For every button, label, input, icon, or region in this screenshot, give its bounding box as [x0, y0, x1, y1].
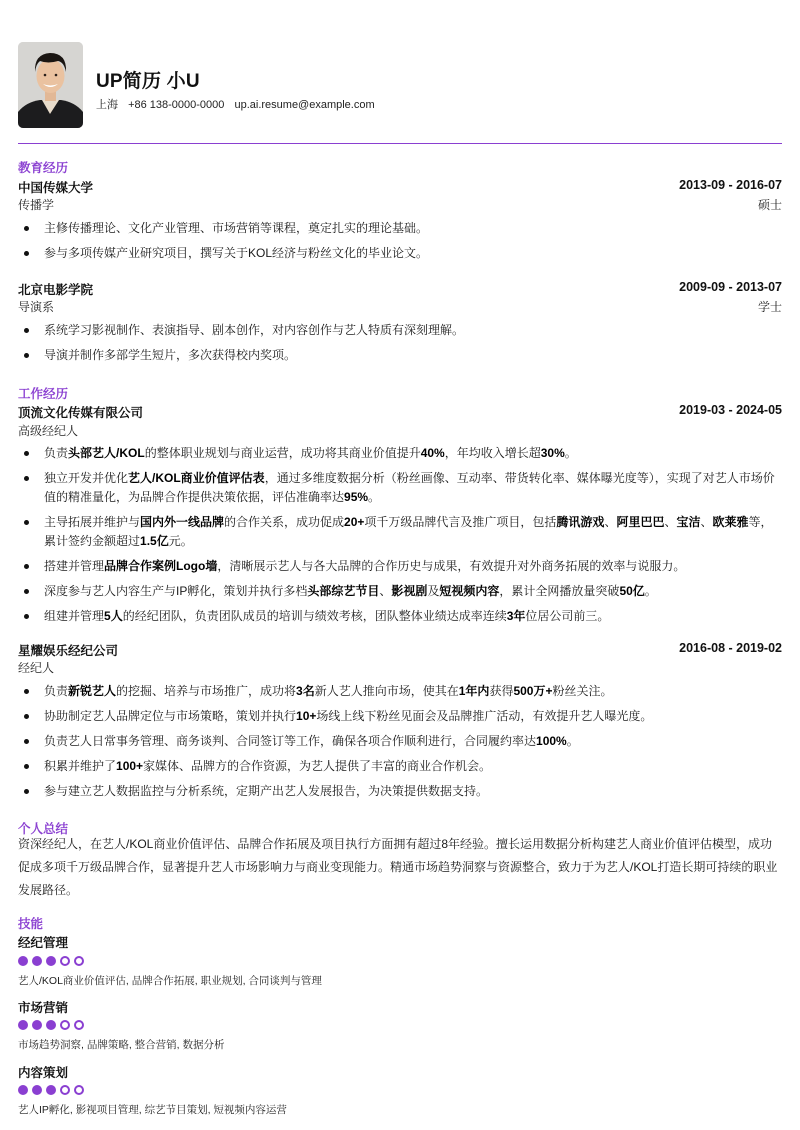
company-name: 顶流文化传媒有限公司	[18, 406, 144, 420]
skill-name: 经纪管理	[18, 936, 69, 950]
summary-text: 资深经纪人，在艺人/KOL商业价值评估、品牌合作拓展及项目执行方面拥有超过8年经验。擅长运用数据分析构建艺人商业价值评估模型，成功促成多项千万级品牌合作，显著提升艺人市场影响力与商业变现能力。精通市场趋势洞察与资源整合，致力于为艺人/KOL打造长期可持续的职业发展路径。	[18, 837, 778, 897]
contact-info	[96, 96, 382, 112]
major: 导演系	[18, 300, 55, 314]
major: 传播学	[18, 198, 55, 212]
list-item: 负责新锐艺人的挖掘、培养与市场推广，成功将3名新人艺人推向市场，使其在1年内获得500万+粉丝关注。	[18, 682, 782, 701]
list-item: 系统学习影视制作、表演指导、剧本创作，对内容创作与艺人特质有深刻理解。	[18, 321, 782, 340]
list-item: 独立开发并优化艺人/KOL商业价值评估表，通过多维度数据分析（粉丝画像、互动率、带货转化率、媒体曝光度等），实现了对艺人市场价值的精准量化，为品牌合作提供决策依据，评估准确率达95%。	[18, 469, 782, 507]
filled-dot-icon	[32, 1085, 42, 1095]
list-item: 负责头部艺人/KOL的整体职业规划与商业运营，成功将其商业价值提升40%，年均收入增长超30%。	[18, 444, 782, 463]
skill-name: 市场营销	[18, 1001, 69, 1015]
empty-dot-icon	[60, 1085, 70, 1095]
work-section-title: 工作经历	[18, 387, 69, 401]
education-bullets	[18, 219, 782, 269]
header-divider	[18, 143, 782, 144]
skill-level-dots	[18, 1085, 84, 1095]
filled-dot-icon	[46, 1085, 56, 1095]
list-item: 参与多项传媒产业研究项目，撰写关于KOL经济与粉丝文化的毕业论文。	[18, 244, 782, 263]
list-item: 主导拓展并维护与国内外一线品牌的合作关系，成功促成20+项千万级品牌代言及推广项目，包括腾讯游戏、阿里巴巴、宝洁、欧莱雅等，累计签约金额超过1.5亿元。	[18, 513, 782, 551]
school-name: 北京电影学院	[18, 283, 94, 297]
avatar	[18, 42, 83, 128]
list-item: 搭建并管理品牌合作案例Logo墙，清晰展示艺人与各大品牌的合作历史与成果，有效提升对外商务拓展的效率与说服力。	[18, 557, 782, 576]
list-item: 协助制定艺人品牌定位与市场策略，策划并执行10+场线上线下粉丝见面会及品牌推广活动，有效提升艺人曝光度。	[18, 707, 782, 726]
education-bullets	[18, 321, 782, 371]
candidate-name: UP简历 小U	[96, 71, 200, 92]
degree: 硕士	[757, 198, 782, 212]
education-section-title: 教育经历	[18, 161, 69, 175]
skill-level-dots	[18, 956, 84, 966]
degree: 学士	[757, 300, 782, 314]
list-item: 组建并管理5人的经纪团队，负责团队成员的培训与绩效考核，团队整体业绩达成率连续3年位居公司前三。	[18, 607, 782, 626]
list-item: 参与建立艺人数据监控与分析系统，定期产出艺人发展报告，为决策提供数据支持。	[18, 782, 782, 801]
education-date: 2009-09 - 2013-07	[679, 280, 782, 294]
filled-dot-icon	[18, 1020, 28, 1030]
list-item: 导演并制作多部学生短片，多次获得校内奖项。	[18, 346, 782, 365]
skills-section-title: 技能	[18, 917, 44, 931]
location: 上海	[96, 99, 118, 111]
job-role: 高级经纪人	[18, 424, 79, 438]
company-name: 星耀娱乐经纪公司	[18, 644, 119, 658]
work-date: 2019-03 - 2024-05	[679, 403, 782, 417]
filled-dot-icon	[32, 1020, 42, 1030]
list-item: 积累并维护了100+家媒体、品牌方的合作资源，为艺人提供了丰富的商业合作机会。	[18, 757, 782, 776]
skill-tags: 艺人/KOL商业价值评估, 品牌合作拓展, 职业规划, 合同谈判与管理	[18, 975, 322, 987]
empty-dot-icon	[74, 1020, 84, 1030]
list-item: 深度参与艺人内容生产与IP孵化，策划并执行多档头部综艺节目、影视剧及短视频内容，累计全网播放量突破50亿。	[18, 582, 782, 601]
skill-name: 内容策划	[18, 1066, 69, 1080]
summary-section-title: 个人总结	[18, 822, 69, 836]
list-item: 负责艺人日常事务管理、商务谈判、合同签订等工作，确保各项合作顺利进行，合同履约率达100%。	[18, 732, 782, 751]
person-photo-icon	[18, 42, 83, 128]
education-date: 2013-09 - 2016-07	[679, 178, 782, 192]
list-item: 主修传播理论、文化产业管理、市场营销等课程，奠定扎实的理论基础。	[18, 219, 782, 238]
work-bullets	[18, 682, 782, 807]
filled-dot-icon	[32, 956, 42, 966]
empty-dot-icon	[60, 1020, 70, 1030]
resume-header	[18, 42, 782, 130]
filled-dot-icon	[46, 956, 56, 966]
empty-dot-icon	[74, 1085, 84, 1095]
filled-dot-icon	[46, 1020, 56, 1030]
work-bullets	[18, 444, 782, 632]
job-role: 经纪人	[18, 661, 55, 675]
empty-dot-icon	[74, 956, 84, 966]
empty-dot-icon	[60, 956, 70, 966]
phone: +86 138-0000-0000	[128, 99, 225, 111]
email-link[interactable]: up.ai.resume@example.com	[234, 99, 375, 111]
skill-level-dots	[18, 1020, 84, 1030]
filled-dot-icon	[18, 1085, 28, 1095]
work-date: 2016-08 - 2019-02	[679, 641, 782, 655]
school-name: 中国传媒大学	[18, 181, 94, 195]
skill-tags: 艺人IP孵化, 影视项目管理, 综艺节目策划, 短视频内容运营	[18, 1104, 287, 1116]
skill-tags: 市场趋势洞察, 品牌策略, 整合营销, 数据分析	[18, 1039, 225, 1051]
filled-dot-icon	[18, 956, 28, 966]
